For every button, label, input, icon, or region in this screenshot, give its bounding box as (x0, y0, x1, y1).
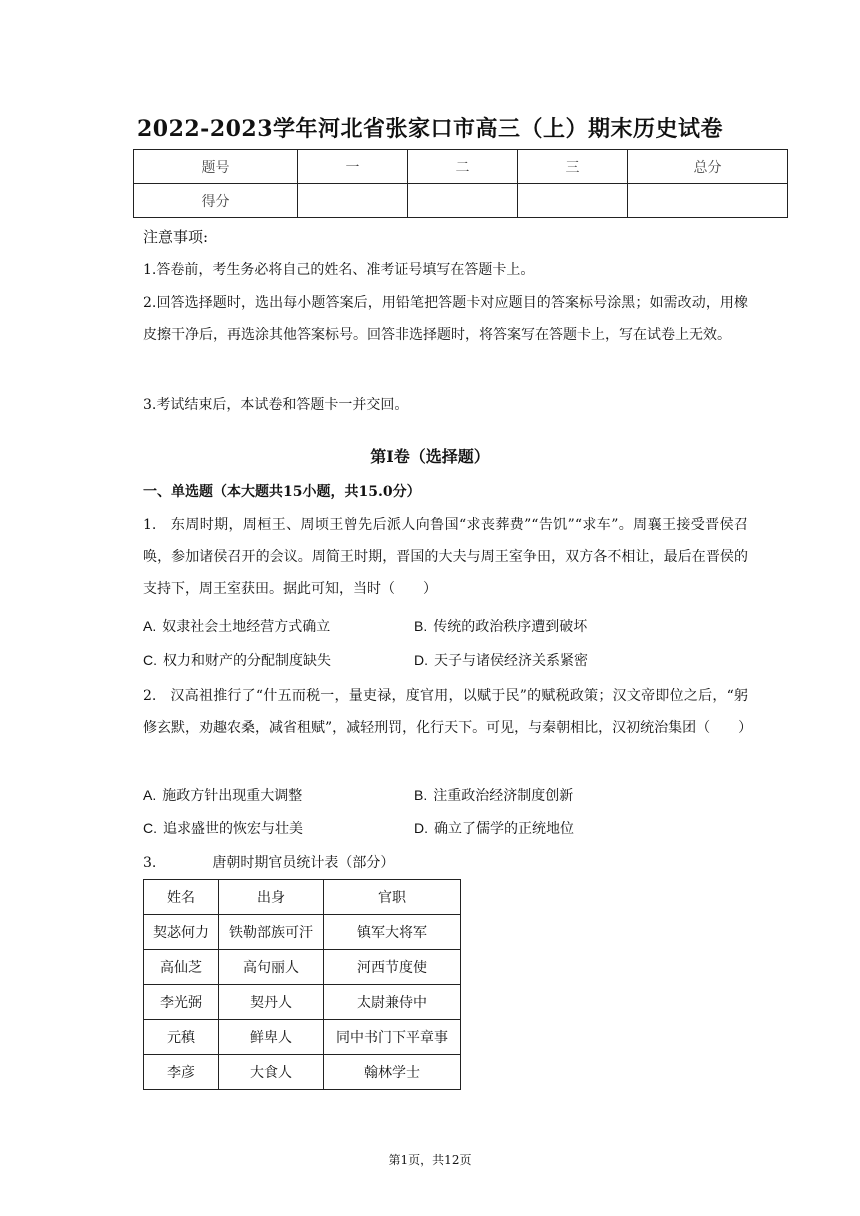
option-key: A. (143, 618, 157, 634)
note-item: 1.答卷前，考生务必将自己的姓名、准考证号填写在答题卡上。 (143, 262, 535, 278)
table-cell: 河西节度使 (324, 950, 461, 985)
table-cell: 李彦 (144, 1055, 219, 1090)
notes-heading: 注意事项: (143, 228, 209, 246)
option-text: 权力和财产的分配制度缺失 (163, 653, 331, 669)
table-cell: 铁勒部族可汗 (219, 915, 324, 950)
option-text: 传统的政治秩序遭到破坏 (433, 619, 588, 635)
table-cell: 翰林学士 (324, 1055, 461, 1090)
table-cell: 太尉兼侍中 (324, 985, 461, 1020)
option-a[interactable] (143, 785, 302, 805)
table-cell: 鲜卑人 (219, 1020, 324, 1055)
table-cell: 高仙芝 (144, 950, 219, 985)
option-d[interactable] (414, 650, 588, 670)
score-header-cell: 总分 (628, 150, 788, 184)
table-cell: 大食人 (219, 1055, 324, 1090)
option-text: 施政方针出现重大调整 (162, 788, 303, 804)
score-table-header-row (134, 150, 788, 184)
table-row (144, 1055, 461, 1090)
question-text: 汉高祖推行了“什五而税一，量吏禄，度官用，以赋于民”的赋税政策；汉文帝即位之后，“躬修玄默，劝趣农桑，减省租赋”，减轻刑罚，化行天下。可见，与秦朝相比，汉初统治集团（ ） (143, 688, 753, 736)
officials-header-row (144, 880, 461, 915)
option-d[interactable] (414, 818, 574, 838)
table-row (144, 1020, 461, 1055)
section-title: 第I卷（选择题） (370, 447, 490, 466)
table-row (144, 950, 461, 985)
score-cell (408, 184, 518, 218)
part-title: 一、单选题（本大题共15小题，共15.0分） (143, 484, 421, 500)
exam-title: 2022-2023学年河北省张家口市高三（上）期末历史试卷 (136, 116, 724, 142)
option-c[interactable] (143, 650, 331, 670)
option-key: A. (143, 787, 157, 803)
option-text: 天子与诸侯经济关系紧密 (434, 653, 588, 669)
option-key: B. (414, 787, 428, 803)
score-row-label: 得分 (134, 184, 298, 218)
score-cell (298, 184, 408, 218)
officials-header-cell: 出身 (219, 880, 324, 915)
question-1 (143, 509, 748, 605)
note-item: 2.回答选择题时，选出每小题答案后，用铅笔把答题卡对应题目的答案标号涂黑；如需改动，用橡皮擦干净后，再选涂其他答案标号。回答非选择题时，将答案写在答题卡上，写在试卷上无效。 (143, 295, 748, 343)
option-b[interactable] (414, 785, 573, 805)
table-cell: 李光弼 (144, 985, 219, 1020)
option-key: C. (143, 820, 157, 836)
score-cell (628, 184, 788, 218)
table-row (144, 985, 461, 1020)
officials-header-cell: 官职 (324, 880, 461, 915)
question-number: 1. (143, 517, 157, 533)
option-key: B. (414, 618, 428, 634)
table-cell: 同中书门下平章事 (324, 1020, 461, 1055)
question-text: 东周时期，周桓王、周顷王曾先后派人向鲁国“求丧葬费”“告饥”“求车”。周襄王接受晋侯召唤，参加诸侯召开的会议。周简王时期，晋国的大夫与周王室争田，双方各不相让，最后在晋侯的支持下，周王室获田。据此可知，当时（ ） (143, 517, 748, 597)
officials-header-cell: 姓名 (144, 880, 219, 915)
question-number: 2. (143, 688, 157, 704)
option-text: 追求盛世的恢宏与壮美 (163, 821, 303, 837)
table-cell: 契丹人 (219, 985, 324, 1020)
officials-table (143, 879, 461, 1090)
score-header-cell: 题号 (134, 150, 298, 184)
option-text: 确立了儒学的正统地位 (434, 821, 574, 837)
option-text: 注重政治经济制度创新 (433, 788, 574, 804)
option-b[interactable] (414, 616, 587, 636)
option-c[interactable] (143, 818, 303, 838)
option-text: 奴隶社会土地经营方式确立 (162, 619, 331, 635)
option-a[interactable] (143, 616, 330, 636)
question-3 (143, 852, 394, 872)
score-table (133, 149, 788, 218)
score-header-cell: 一 (298, 150, 408, 184)
table-cell: 高句丽人 (219, 950, 324, 985)
table-cell: 契苾何力 (144, 915, 219, 950)
option-key: D. (414, 652, 428, 668)
question-number: 3. (143, 855, 157, 871)
score-header-cell: 三 (518, 150, 628, 184)
score-header-cell: 二 (408, 150, 518, 184)
option-key: D. (414, 820, 428, 836)
table-cell: 元稹 (144, 1020, 219, 1055)
page-footer: 第1页，共12页 (388, 1153, 472, 1167)
table-row (144, 915, 461, 950)
table-cell: 镇军大将军 (324, 915, 461, 950)
table-caption: 唐朝时期官员统计表（部分） (212, 855, 395, 871)
score-cell (518, 184, 628, 218)
score-table-row (134, 184, 788, 218)
question-2 (143, 680, 753, 744)
option-key: C. (143, 652, 157, 668)
note-item: 3.考试结束后，本试卷和答题卡一并交回。 (143, 397, 409, 413)
